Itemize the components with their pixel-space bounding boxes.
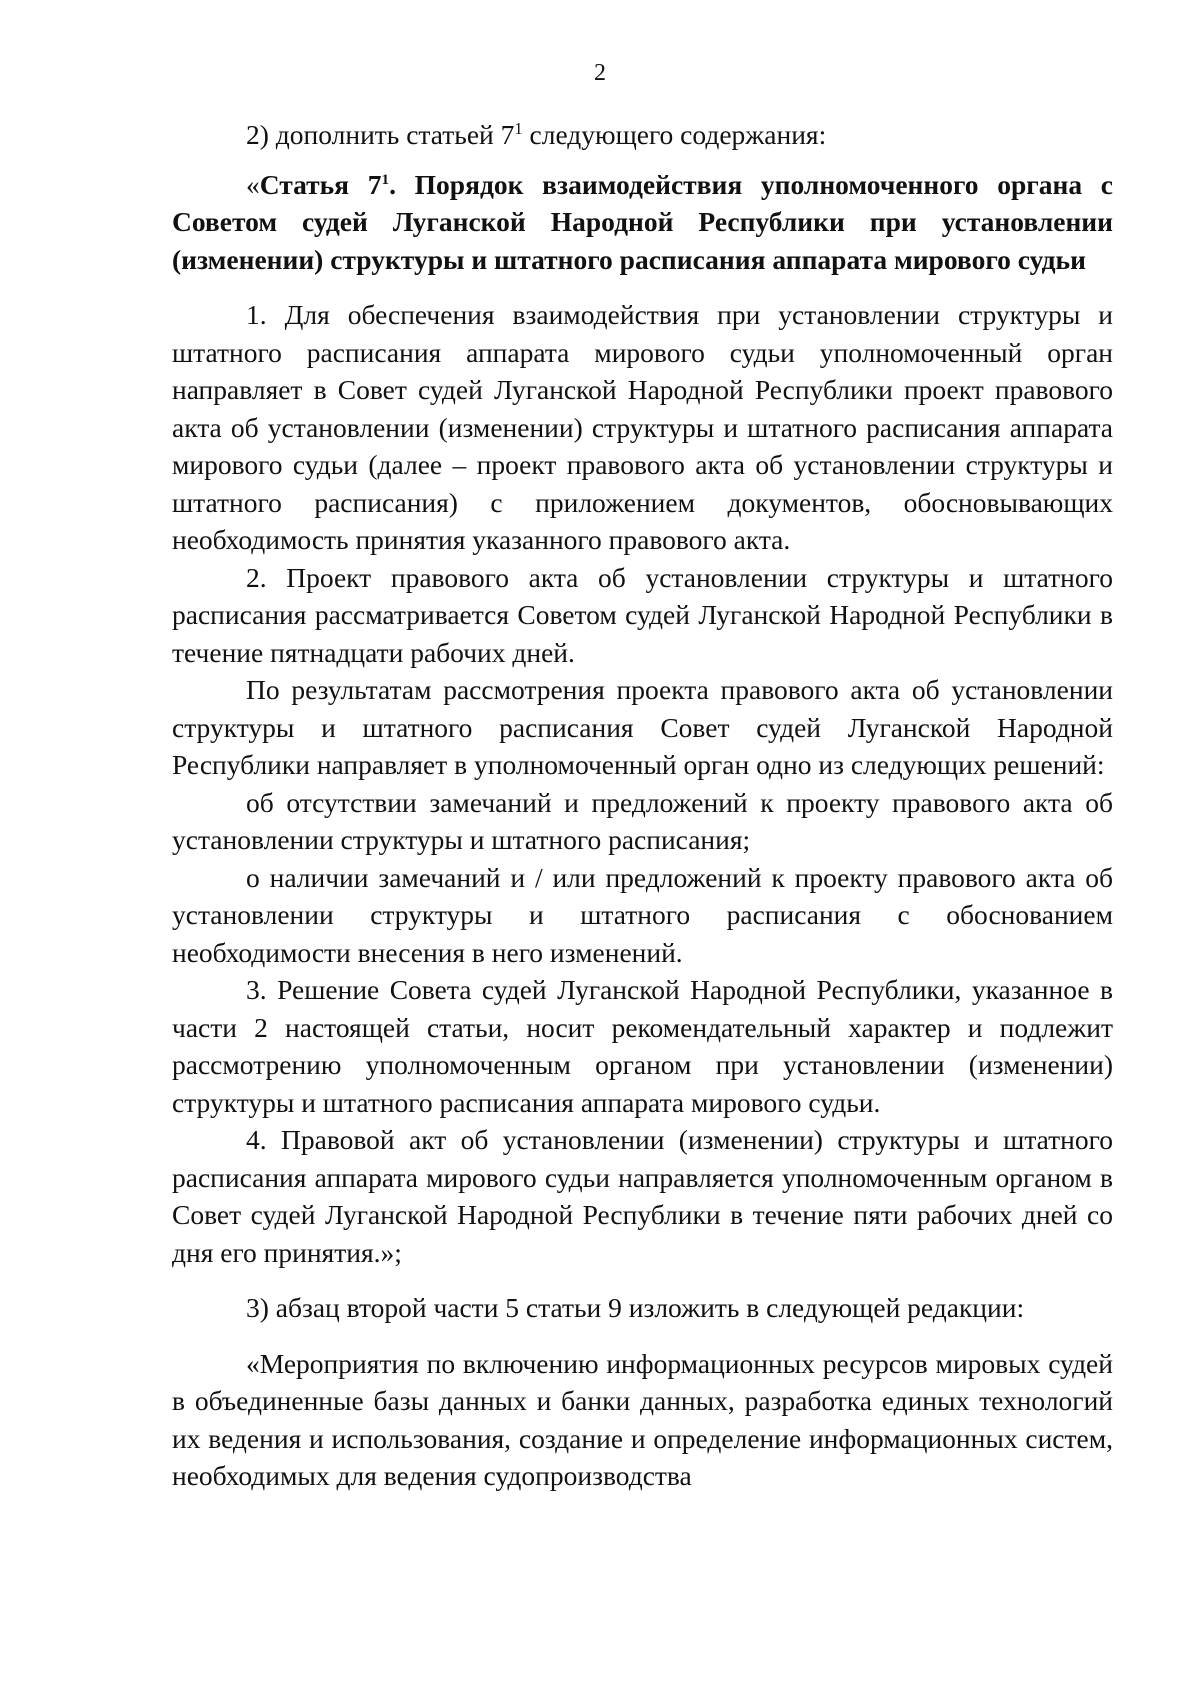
article-heading-open-quote: « — [246, 168, 260, 200]
document-body — [172, 116, 1113, 1495]
article-heading-title: . Порядок взаимодействия уполномоченного органа с Советом судей Луганской Народной Республики при установлении (изменении) структуры и штатного расписания аппарата мирового судьи — [172, 168, 1114, 275]
amendment-item-2-tail: следующего содержания: — [522, 119, 827, 150]
page-number: 2 — [594, 60, 606, 86]
article-heading-superscript: 1 — [381, 171, 390, 188]
quoted-paragraph: «Мероприятия по включению информационных ресурсов мировых судей в объединенные базы данных и банки данных, разработка единых технологий их ведения и использования, создание и определение информационных систем, необходимых для ведения судопроизводства — [172, 1347, 1113, 1491]
amendment-item-3: 3) абзац второй части 5 статьи 9 изложить в следующей редакции: — [246, 1292, 1025, 1323]
article-heading — [172, 166, 1113, 279]
amendment-item-2-superscript: 1 — [514, 118, 523, 138]
article-paragraph-5: о наличии замечаний и / или предложений к проекту правового акта об установлении структуры и штатного расписания с обоснованием необходимости внесения в него изменений. — [172, 861, 1113, 968]
article-paragraph-1: 1. Для обеспечения взаимодействия при установлении структуры и штатного расписания аппарата мирового судьи уполномоченный орган направляет в Совет судей Луганской Народной Республики проект правового акта об установлении (изменении) структуры и штатного расписания аппарата мирового судьи (далее – проект правового акта об установлении структуры и штатного расписания) с приложением документов, обосновывающих необходимость принятия указанного правового акта. — [172, 299, 1113, 555]
article-paragraph-7: 4. Правовой акт об установлении (изменении) структуры и штатного расписания аппарата мирового судьи направляется уполномоченным органом в Совет судей Луганской Народной Республики в течение пяти рабочих дней со дня его принятия.»; — [172, 1124, 1113, 1268]
article-paragraph-3: По результатам рассмотрения проекта правового акта об установлении структуры и штатного расписания Совет судей Луганской Народной Республики направляет в уполномоченный орган одно из следующих решений: — [172, 674, 1113, 780]
amendment-item-2-text: 2) дополнить статьей 7 — [246, 119, 515, 150]
article-paragraph-6: 3. Решение Совета судей Луганской Народной Республики, указанное в части 2 настоящей статьи, носит рекомендательный характер и подлежит рассмотрению уполномоченным органом при установлении (изменении) структуры и штатного расписания аппарата мирового судьи. — [172, 974, 1113, 1118]
article-paragraph-2: 2. Проект правового акта об установлении структуры и штатного расписания рассматривается Советом судей Луганской Народной Республики в течение пятнадцати рабочих дней. — [172, 561, 1113, 668]
amendment-item-2 — [172, 116, 1113, 154]
article-heading-prefix: Статья 7 — [259, 168, 382, 200]
article-paragraph-4: об отсутствии замечаний и предложений к проекту правового акта об установлении структуры и штатного расписания; — [172, 786, 1113, 855]
